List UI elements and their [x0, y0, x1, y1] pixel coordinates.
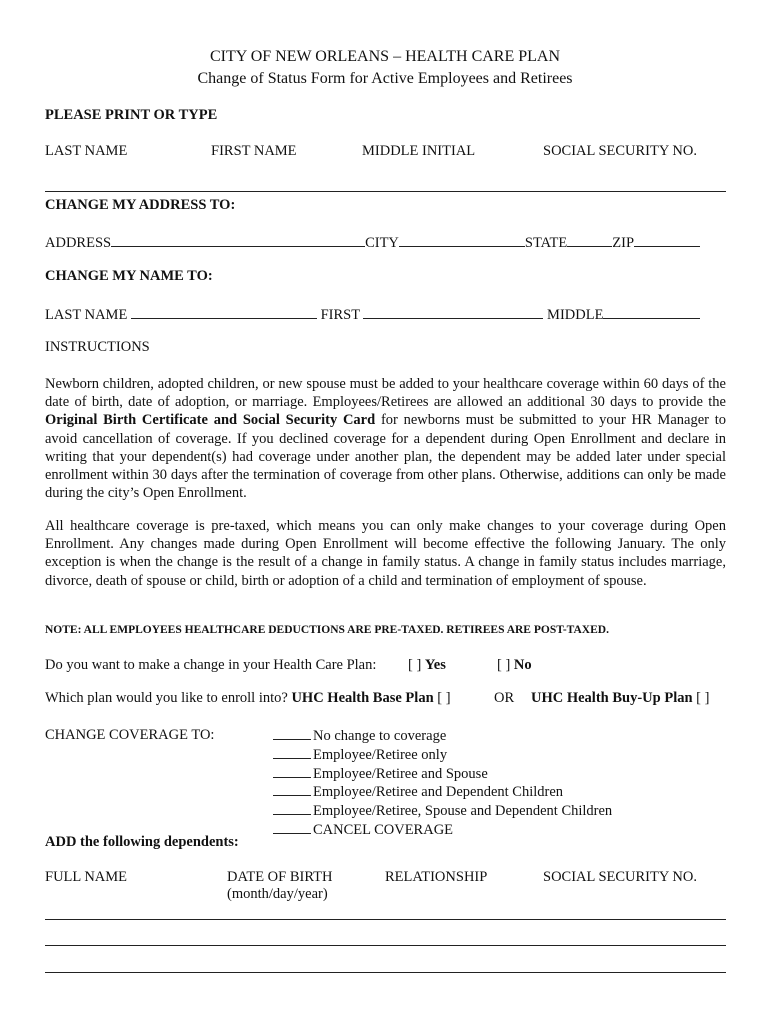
or-text: OR: [494, 690, 515, 706]
change-question-row: [45, 657, 376, 674]
base-plan-checkbox[interactable]: [ ]: [437, 690, 451, 706]
coverage-option-label: No change to coverage: [313, 728, 447, 744]
coverage-option[interactable]: [273, 783, 612, 802]
dependent-ssn-header: SOCIAL SECURITY NO.: [543, 869, 697, 885]
tax-note: NOTE: ALL EMPLOYEES HEALTHCARE DEDUCTIONS ARE PRE-TAXED. RETIREES ARE POST-TAXED.: [45, 624, 609, 636]
dependent-dob-format: (month/day/year): [227, 886, 328, 902]
form-subtitle: Change of Status Form for Active Employees and Retirees: [197, 70, 573, 87]
dependent-dob-header: DATE OF BIRTH: [227, 869, 333, 885]
coverage-option-label: Employee/Retiree and Spouse: [313, 765, 488, 782]
new-middle-name-field[interactable]: [603, 304, 700, 319]
dependent-entry-line[interactable]: [45, 945, 726, 946]
dependents-heading: ADD the following dependents:: [45, 834, 239, 850]
yes-label: Yes: [424, 657, 446, 673]
state-field[interactable]: [567, 232, 612, 247]
coverage-label: CHANGE COVERAGE TO:: [45, 727, 215, 743]
ssn-label: SOCIAL SECURITY NO.: [543, 143, 697, 159]
required-documents-text: Original Birth Certificate and Social Security Card: [45, 412, 376, 429]
yes-box[interactable]: [ ]: [408, 657, 422, 673]
coverage-option-label: Employee/Retiree only: [313, 746, 448, 763]
state-label: STATE: [524, 235, 568, 251]
no-checkbox[interactable]: [497, 657, 532, 674]
last-name-label: LAST NAME: [45, 143, 128, 159]
new-first-name-label: FIRST: [320, 307, 360, 323]
coverage-option-blank[interactable]: [273, 765, 311, 778]
city-label: CITY: [365, 235, 399, 251]
coverage-option-label: Employee/Retiree, Spouse and Dependent Children: [313, 803, 613, 820]
dependent-full-name-header: FULL NAME: [45, 869, 128, 885]
coverage-option[interactable]: [273, 802, 612, 821]
plan-question-row: [45, 690, 451, 707]
print-note: PLEASE PRINT OR TYPE: [45, 107, 218, 123]
new-last-name-field[interactable]: [131, 304, 317, 319]
coverage-option-blank[interactable]: [273, 783, 311, 796]
city-field[interactable]: [399, 232, 525, 247]
buy-up-plan-row: [531, 690, 709, 707]
buy-up-plan-label: UHC Health Buy-Up Plan: [531, 690, 693, 706]
coverage-option-blank[interactable]: [273, 802, 311, 815]
base-plan-label: UHC Health Base Plan: [291, 690, 434, 706]
change-question-text: Do you want to make a change in your Health Care Plan:: [45, 657, 377, 673]
no-box[interactable]: [ ]: [497, 657, 511, 673]
new-last-name-label: LAST NAME: [45, 307, 128, 323]
dependent-entry-line[interactable]: [45, 919, 726, 920]
new-middle-name-label: MIDDLE: [547, 307, 604, 323]
address-row: [45, 232, 700, 252]
coverage-option[interactable]: [273, 765, 612, 784]
coverage-option[interactable]: [273, 746, 612, 765]
coverage-option[interactable]: [273, 727, 612, 746]
coverage-option-blank[interactable]: [273, 746, 311, 759]
address-field[interactable]: [111, 232, 365, 247]
middle-initial-label: MIDDLE INITIAL: [362, 143, 476, 159]
instructions-paragraph-2: All healthcare coverage is pre-taxed, which means you can only make changes to your coverage during Open Enrollment. Any changes made during Open Enrollment will become effective the following January. The only exception is when the change is the result of a change in family status. A change in family status includes marriage, divorce, death of spouse or child, birth or adoption of a child and termination of employment of spouse.: [45, 518, 726, 589]
dependent-entry-line[interactable]: [45, 972, 726, 973]
address-label: ADDRESS: [45, 235, 112, 251]
yes-checkbox[interactable]: [408, 657, 446, 674]
coverage-option-blank[interactable]: [273, 821, 311, 834]
plan-question-text: Which plan would you like to enroll into?: [45, 690, 288, 706]
name-change-heading: CHANGE MY NAME TO:: [45, 268, 213, 284]
coverage-option[interactable]: [273, 821, 612, 840]
address-section-heading: CHANGE MY ADDRESS TO:: [45, 197, 236, 213]
instructions-text: Newborn children, adopted children, or new spouse must be added to your healthcare coverage within 60 days of the date of birth, date of adoption, or marriage. Employees/Retirees are allowed an additional 30 days to provide the: [45, 376, 726, 411]
no-label: No: [513, 657, 532, 673]
coverage-option-label: Employee/Retiree and Dependent Children: [313, 784, 564, 801]
form-title: CITY OF NEW ORLEANS – HEALTH CARE PLAN: [209, 48, 561, 65]
zip-field[interactable]: [634, 232, 700, 247]
instructions-paragraph-1: [45, 375, 726, 502]
dependent-relationship-header: RELATIONSHIP: [385, 869, 488, 885]
name-change-row: [45, 304, 700, 324]
zip-label: ZIP: [612, 235, 635, 251]
coverage-option-label: CANCEL COVERAGE: [313, 821, 454, 838]
new-first-name-field[interactable]: [363, 304, 543, 319]
buy-up-plan-checkbox[interactable]: [ ]: [696, 690, 710, 706]
name-entry-line[interactable]: [45, 191, 726, 192]
instructions-heading: INSTRUCTIONS: [45, 339, 150, 355]
instructions-text-continued: for newborns must be submitted to your HR Manager to avoid cancellation of coverage. If you declined coverage for a dependent during Open Enrollment and declare in writing that your dependent(s) had coverage under another plan, the dependent may be added later under special enrollment within 30 days after the termination of coverage from other plans. Otherwise, additions can only be made during the city’s Open Enrollment.: [45, 412, 726, 502]
coverage-option-blank[interactable]: [273, 727, 311, 740]
first-name-label: FIRST NAME: [211, 143, 297, 159]
coverage-options: [273, 727, 612, 840]
